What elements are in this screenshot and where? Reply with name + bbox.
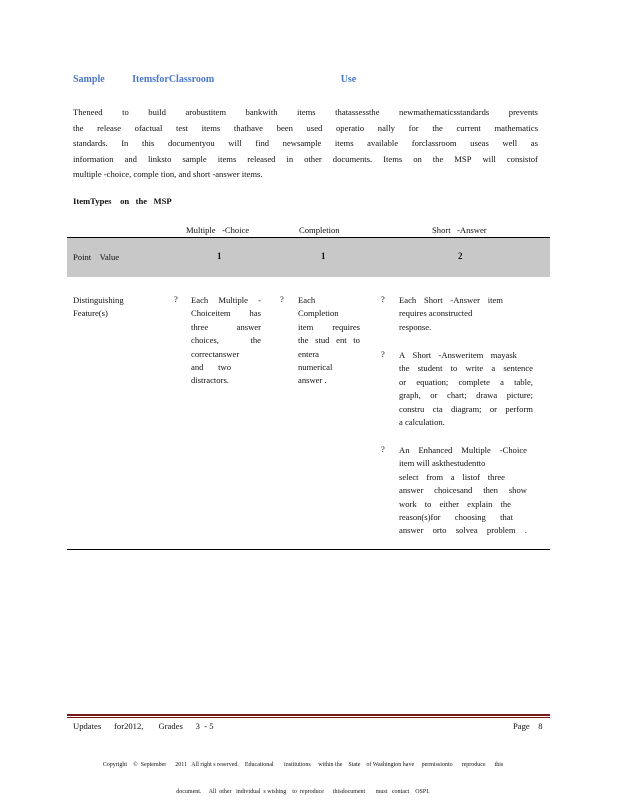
- intro-line: multiple -choice, comple tion, and short -answer items.: [73, 169, 263, 180]
- column-header-multiple-choice: Multiple -Choice: [186, 225, 250, 235]
- footer-updates-text: Updates for2012, Grades 3 - 5: [73, 721, 214, 731]
- intro-line: information and linksto sample items released in other documents. Items on the MSP will consistof: [73, 153, 538, 164]
- footer-rule-thin: [67, 717, 550, 718]
- point-value-multiple-choice: 1: [217, 251, 222, 261]
- page-number: Page 8: [513, 721, 543, 731]
- point-value-short-answer: 2: [458, 251, 463, 261]
- completion-feature: Each Completion item requires the stud ent to entera numerical answer .: [298, 295, 360, 386]
- intro-line: Theneed to build arobustitem bankwith items thatassessthe newmathematicsstandards prevents: [73, 107, 538, 117]
- intro-line: standards. In this documentyou will find newsample items available forclassroom useas well as: [73, 138, 538, 149]
- section-heading: Sample ItemsforClassroom Use: [73, 74, 357, 85]
- bullet-icon: ?: [381, 444, 385, 454]
- point-value-completion: 1: [321, 251, 326, 261]
- bullet-icon: ?: [381, 294, 385, 304]
- column-header-short-answer: Short -Answer: [432, 225, 487, 235]
- bullet-icon: ?: [381, 349, 385, 359]
- copyright-notice: Copyright © September 2011 All right s reserved. Educational institutions within the State of Washington have permissionto reproduce this document. All other individual s wishing to reproduce thisdocument must contact OSPI.: [102, 762, 504, 795]
- distinguishing-features-label: Distinguishing Feature(s): [73, 295, 124, 319]
- point-value-label: Point Value: [73, 252, 120, 262]
- short-answer-feature-2: A Short -Answeritem mayask the student to write a sentence or equation; complete a table, graph, or chart; drawa picture; constru cta diagram; or perform a calculation.: [399, 350, 533, 428]
- footer-rule: [67, 714, 550, 716]
- multiple-choice-feature: Each Multiple - Choiceitem has three answer choices, the correctanswer and two distractors.: [191, 295, 261, 386]
- table-bottom-rule: [67, 549, 550, 550]
- item-types-subheading: ItemTypes on the MSP: [73, 196, 172, 206]
- column-header-completion: Completion: [299, 225, 340, 235]
- bullet-icon: ?: [174, 294, 178, 304]
- short-answer-feature-1: Each Short -Answer item requires aconstructed response.: [399, 295, 503, 332]
- point-value-row: [67, 238, 550, 277]
- short-answer-feature-3: An Enhanced Multiple -Choice item will askthestudentto select from a listof three answer choicesand then show work to either explain the reason(s)for choosing that answer orto solvea problem .: [399, 445, 527, 536]
- intro-paragraph: [73, 105, 538, 183]
- bullet-icon: ?: [280, 294, 284, 304]
- intro-line: the release ofactual test items thathave been used operatio nally for the current mathematics: [73, 122, 538, 133]
